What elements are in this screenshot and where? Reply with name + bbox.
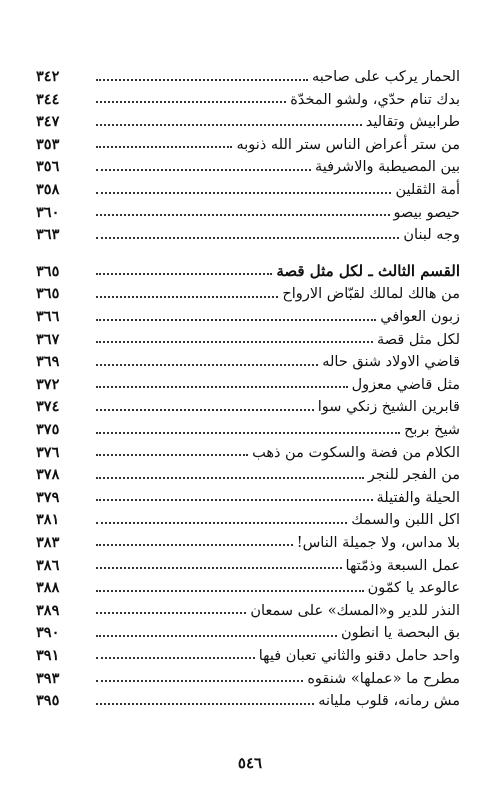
entry-title: بين المصيطبة والاشرفية xyxy=(314,159,460,176)
entry-page-number: ٣٧٥ xyxy=(36,421,60,438)
dot-leader xyxy=(96,635,337,637)
entry-title: عمل السبعة وذمّتها xyxy=(345,557,460,574)
entry-page-number: ٣٤٧ xyxy=(36,113,60,131)
entry-page-number: ٣٩٣ xyxy=(36,669,60,687)
dot-leader xyxy=(96,612,246,614)
dot-leader xyxy=(96,544,293,546)
dot-leader xyxy=(96,296,278,298)
dot-leader xyxy=(96,169,311,171)
toc-entry[interactable] xyxy=(36,370,460,393)
toc-entry[interactable] xyxy=(36,175,460,198)
entry-page-number: ٣٧٤ xyxy=(36,398,60,416)
toc-entry[interactable] xyxy=(36,279,460,302)
toc-entry[interactable] xyxy=(36,438,460,461)
dot-leader xyxy=(96,214,390,216)
entry-page-number: ٣٩٠ xyxy=(36,624,60,642)
entry-page-number: ٣٨١ xyxy=(36,511,60,529)
page-number: ٥٤٦ xyxy=(237,754,263,772)
entry-page-number: ٣٥٣ xyxy=(36,135,60,153)
section-heading-row[interactable] xyxy=(36,257,460,280)
section-spacer xyxy=(36,243,460,257)
entry-page-number: ٣٧٦ xyxy=(36,443,60,461)
entry-page-number: ٣٧٩ xyxy=(36,488,60,506)
entry-title: أمة الثقلين xyxy=(395,182,460,199)
dot-leader xyxy=(96,477,364,479)
toc-entry[interactable] xyxy=(36,302,460,325)
dot-leader xyxy=(96,567,342,569)
entry-page-number: ٣٥٨ xyxy=(36,181,60,199)
toc-entry[interactable] xyxy=(36,85,460,108)
dot-leader xyxy=(96,703,314,705)
dot-leader xyxy=(96,124,362,126)
toc-entry[interactable] xyxy=(36,220,460,243)
entry-page-number: ٣٩١ xyxy=(36,646,60,664)
entry-page-number: ٣٧٢ xyxy=(36,375,60,393)
entry-title: لكل مثل قصة xyxy=(376,331,460,348)
dot-leader xyxy=(96,432,400,434)
entry-title: طرابيش وتقاليد xyxy=(365,114,460,131)
toc-entry[interactable] xyxy=(36,325,460,348)
entry-title: من ستر أعراض الناس ستر الله ذنوبه xyxy=(236,136,460,153)
entry-title: بدك تنام حدّي، ولشو المخدّة xyxy=(290,91,460,108)
dot-leader xyxy=(96,273,272,275)
toc-entry[interactable] xyxy=(36,663,460,686)
toc-entry[interactable] xyxy=(36,152,460,175)
entry-title: قابرين الشيخ زنكي سوا xyxy=(317,399,460,416)
toc-entry[interactable] xyxy=(36,347,460,370)
toc-entry[interactable] xyxy=(36,505,460,528)
entry-page-number: ٣٦٩ xyxy=(36,353,60,371)
dot-leader xyxy=(96,522,347,524)
dot-leader xyxy=(96,499,373,501)
entry-page-number: ٣٥٦ xyxy=(36,158,60,176)
toc-entry[interactable] xyxy=(36,415,460,438)
entry-title: الحمار يركب على صاحبه xyxy=(312,69,460,86)
dot-leader xyxy=(96,454,248,456)
entry-title: مثل قاضي معزول xyxy=(351,376,460,393)
entry-page-number: ٣٨٣ xyxy=(36,533,60,551)
entry-page-number: ٣٤٢ xyxy=(36,68,60,86)
dot-leader xyxy=(96,146,232,148)
toc-entry[interactable] xyxy=(36,618,460,641)
entry-page-number: ٣٦٣ xyxy=(36,226,60,244)
dot-leader xyxy=(96,657,255,659)
dot-leader xyxy=(96,319,376,321)
entry-title: حيصو بيصو xyxy=(393,204,460,221)
dot-leader xyxy=(96,79,308,81)
toc-entry[interactable] xyxy=(36,641,460,664)
dot-leader xyxy=(96,364,318,366)
toc-entry[interactable] xyxy=(36,392,460,415)
entry-title: قاضي الاولاد شنق حاله xyxy=(322,354,460,371)
entry-page-number: ٣٧٨ xyxy=(36,466,60,484)
toc-entry[interactable] xyxy=(36,198,460,221)
toc-entry[interactable] xyxy=(36,573,460,596)
toc-entry[interactable] xyxy=(36,483,460,506)
entry-title: من الفجر للنجر xyxy=(367,467,460,484)
entry-page-number: ٣٨٦ xyxy=(36,556,60,574)
entry-title: اكل اللبن والسمك xyxy=(351,512,460,529)
dot-leader xyxy=(96,101,286,103)
toc-entry[interactable] xyxy=(36,107,460,130)
entry-page-number: ٣٦٦ xyxy=(36,308,60,326)
entry-title: الكلام من فضة والسكوت من ذهب xyxy=(252,444,460,461)
entry-page-number: ٣٤٤ xyxy=(36,90,60,108)
entry-page-number: ٣٦٧ xyxy=(36,330,60,348)
entry-title: بق البحصة يا انطون xyxy=(340,625,460,642)
entry-page-number: ٣٨٩ xyxy=(36,601,60,619)
toc-entry[interactable] xyxy=(36,62,460,85)
entry-page-number: ٣٨٨ xyxy=(36,579,60,597)
entry-title: الحيلة والفتيلة xyxy=(376,489,460,506)
entry-title: مطرح ما «عملها» شنقوه xyxy=(307,670,460,687)
section-page-number: ٣٦٥ xyxy=(36,262,60,280)
toc-entry[interactable] xyxy=(36,550,460,573)
dot-leader xyxy=(96,680,303,682)
dot-leader xyxy=(96,590,364,592)
toc-entry[interactable] xyxy=(36,596,460,619)
entry-page-number: ٣٦٥ xyxy=(36,285,60,303)
toc-entry[interactable] xyxy=(36,130,460,153)
section-title: القسم الثالث ـ لكل مثل قصة xyxy=(276,262,460,281)
dot-leader xyxy=(96,341,373,343)
toc-group xyxy=(36,62,460,243)
dot-leader xyxy=(96,386,348,388)
dot-leader xyxy=(96,409,314,411)
table-of-contents xyxy=(36,62,460,709)
entry-title: بلا مداس، ولا جميلة الناس! xyxy=(296,534,460,551)
toc-entry[interactable] xyxy=(36,460,460,483)
toc-entry[interactable] xyxy=(36,528,460,551)
entry-title: من هالك لمالك لقبّاض الارواح xyxy=(282,286,460,303)
dot-leader xyxy=(96,237,399,239)
entry-page-number: ٣٦٠ xyxy=(36,203,60,221)
entry-title: وجه لبنان xyxy=(403,227,460,244)
entry-title: واحد حامل دقنو والثاني تعبان فيها xyxy=(258,647,460,664)
entry-title: مش رمانه، قلوب مليانه xyxy=(318,693,460,710)
entry-title: زبون العوافي xyxy=(380,309,460,326)
entry-title: شيخ بربح xyxy=(404,422,460,438)
entry-page-number: ٣٩٥ xyxy=(36,692,60,710)
entry-title: عالوعد يا كمّون xyxy=(367,580,460,597)
dot-leader xyxy=(96,192,391,194)
toc-entry[interactable] xyxy=(36,686,460,709)
toc-group xyxy=(36,279,460,708)
entry-title: النذر للدير و«المسك» على سمعان xyxy=(250,602,460,619)
